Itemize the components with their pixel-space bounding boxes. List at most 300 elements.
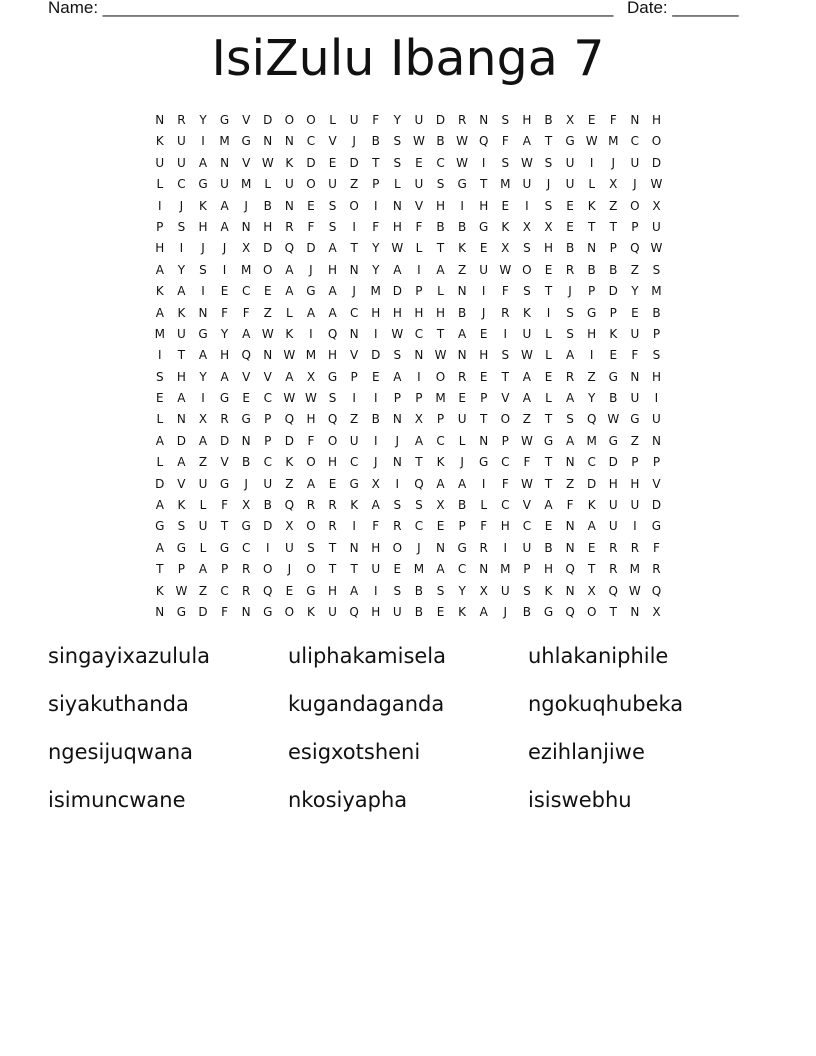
grid-letter: L	[437, 284, 444, 299]
grid-letter: H	[176, 369, 186, 384]
grid-letter: E	[263, 284, 272, 299]
grid-letter: K	[177, 498, 186, 513]
grid-row	[149, 131, 669, 152]
grid-letter: E	[544, 519, 553, 534]
grid-letter: N	[630, 113, 640, 127]
grid-letter: N	[155, 604, 165, 619]
grid-letter: D	[198, 604, 208, 619]
grid-letter: N	[457, 284, 467, 299]
grid-letter: V	[522, 498, 531, 513]
grid-letter: V	[242, 369, 251, 384]
word-list-item: nkosiyapha	[288, 788, 408, 812]
grid-letter: I	[222, 262, 227, 277]
grid-letter: C	[349, 455, 359, 470]
grid-letter: D	[349, 155, 359, 170]
grid-letter: W	[434, 348, 447, 363]
grid-letter: A	[458, 326, 467, 341]
grid-letter: U	[608, 519, 618, 534]
grid-letter: S	[393, 134, 402, 149]
grid-letter: E	[328, 155, 337, 170]
grid-letter: A	[328, 305, 337, 320]
grid-letter: F	[566, 498, 574, 513]
grid-letter: E	[587, 540, 596, 555]
grid-letter: N	[651, 433, 661, 448]
grid-letter: X	[565, 113, 575, 127]
grid-letter: S	[436, 583, 445, 598]
grid-letter: A	[414, 433, 424, 448]
grid-letter: Y	[372, 241, 380, 256]
grid-row	[149, 345, 669, 366]
grid-letter: H	[587, 326, 597, 341]
grid-letter: X	[285, 519, 294, 534]
grid-letter: M	[651, 284, 662, 299]
grid-letter: A	[198, 155, 208, 170]
grid-letter: W	[456, 155, 469, 170]
grid-letter: S	[523, 241, 531, 256]
grid-letter: I	[352, 219, 356, 234]
grid-letter: J	[222, 241, 227, 256]
grid-letter: E	[609, 348, 618, 363]
grid-letter: D	[176, 433, 187, 448]
grid-letter: H	[328, 583, 338, 598]
grid-letter: Q	[565, 562, 575, 577]
grid-letter: C	[220, 583, 229, 598]
grid-letter: E	[479, 241, 488, 256]
grid-letter: H	[543, 562, 553, 577]
grid-letter: Q	[586, 412, 597, 427]
grid-letter: J	[352, 284, 356, 299]
grid-row	[149, 538, 669, 559]
grid-letter: D	[155, 476, 165, 491]
grid-letter: F	[307, 433, 315, 448]
grid-letter: D	[651, 155, 662, 170]
grid-letter: A	[393, 262, 402, 277]
grid-letter: K	[587, 198, 596, 213]
grid-letter: U	[500, 583, 510, 598]
grid-letter: O	[306, 177, 316, 192]
grid-letter: H	[479, 348, 489, 363]
grid-letter: L	[264, 177, 272, 192]
grid-letter: U	[371, 562, 381, 577]
grid-letter: Q	[608, 583, 618, 598]
grid-letter: K	[544, 583, 553, 598]
grid-letter: Q	[327, 412, 338, 427]
grid-letter: D	[392, 284, 402, 299]
grid-letter: T	[177, 348, 186, 363]
grid-letter: U	[522, 177, 532, 192]
grid-letter: E	[566, 219, 574, 234]
grid-letter: G	[241, 519, 251, 534]
word-list	[48, 642, 768, 834]
grid-letter: O	[522, 262, 532, 277]
grid-letter: S	[307, 540, 315, 555]
grid-letter: R	[609, 540, 618, 555]
grid-letter: F	[609, 113, 617, 127]
grid-letter: T	[609, 219, 617, 234]
grid-letter: O	[306, 562, 316, 577]
name-field-label: Name: ______________________________________________________	[48, 0, 614, 17]
grid-letter: T	[480, 412, 488, 427]
grid-letter: X	[198, 412, 208, 427]
grid-letter: W	[499, 262, 512, 277]
grid-letter: B	[609, 391, 618, 406]
grid-letter: E	[631, 305, 639, 320]
grid-letter: P	[631, 219, 639, 234]
grid-letter: S	[328, 219, 337, 234]
grid-letter: K	[285, 455, 294, 470]
grid-letter: U	[414, 177, 424, 192]
grid-letter: J	[244, 476, 248, 491]
grid-letter: H	[479, 198, 489, 213]
grid-letter: N	[241, 604, 251, 619]
grid-letter: I	[503, 326, 508, 341]
grid-letter: W	[391, 326, 404, 341]
grid-letter: L	[393, 177, 401, 192]
grid-letter: P	[652, 326, 661, 341]
grid-letter: U	[652, 219, 661, 234]
grid-letter: J	[287, 562, 292, 577]
grid-letter: E	[328, 476, 337, 491]
grid-letter: Q	[327, 326, 338, 341]
grid-letter: N	[241, 433, 251, 448]
grid-letter: Y	[220, 326, 229, 341]
grid-letter: I	[309, 326, 313, 341]
grid-letter: C	[436, 433, 445, 448]
grid-letter: O	[630, 198, 640, 213]
grid-letter: U	[284, 540, 294, 555]
grid-letter: J	[352, 134, 356, 149]
grid-letter: A	[220, 198, 229, 213]
grid-letter: H	[414, 305, 424, 320]
grid-letter: A	[220, 219, 229, 234]
grid-letter: S	[393, 155, 402, 170]
grid-letter: K	[501, 219, 510, 234]
grid-letter: H	[392, 219, 402, 234]
grid-letter: I	[179, 241, 184, 256]
grid-letter: F	[372, 519, 380, 534]
grid-letter: C	[436, 155, 445, 170]
grid-letter: R	[393, 519, 402, 534]
grid-letter: T	[436, 326, 445, 341]
grid-row	[149, 110, 669, 131]
grid-letter: N	[349, 326, 359, 341]
grid-letter: M	[608, 134, 619, 149]
grid-letter: C	[501, 498, 510, 513]
grid-letter: G	[457, 177, 467, 192]
grid-letter: O	[263, 562, 273, 577]
grid-letter: A	[198, 348, 208, 363]
grid-letter: G	[219, 540, 230, 555]
grid-letter: M	[629, 562, 641, 577]
grid-letter: P	[156, 219, 164, 234]
grid-letter: U	[652, 412, 661, 427]
grid-letter: N	[565, 540, 575, 555]
grid-letter: I	[417, 369, 421, 384]
word-list-item: kugandaganda	[288, 692, 445, 716]
grid-letter: B	[371, 134, 380, 149]
grid-letter: A	[436, 562, 445, 577]
grid-letter: N	[479, 113, 489, 127]
grid-letter: D	[435, 113, 446, 127]
grid-letter: W	[585, 134, 598, 149]
grid-letter: D	[651, 498, 662, 513]
grid-letter: S	[328, 391, 337, 406]
grid-letter: Z	[630, 262, 639, 277]
grid-row	[149, 581, 669, 602]
grid-letter: B	[544, 113, 553, 127]
grid-letter: Q	[284, 412, 295, 427]
grid-letter: N	[155, 113, 165, 127]
grid-letter: U	[220, 177, 229, 192]
grid-letter: T	[372, 155, 380, 170]
grid-letter: P	[350, 369, 358, 384]
grid-letter: U	[392, 604, 402, 619]
grid-letter: H	[500, 519, 510, 534]
grid-letter: N	[284, 198, 294, 213]
grid-letter: T	[415, 455, 423, 470]
grid-letter: A	[177, 391, 186, 406]
grid-letter: S	[566, 305, 574, 320]
grid-letter: J	[373, 455, 378, 470]
grid-letter: V	[414, 198, 424, 213]
grid-letter: N	[392, 455, 402, 470]
grid-letter: N	[263, 134, 273, 149]
grid-letter: F	[523, 455, 531, 470]
grid-letter: R	[630, 540, 640, 555]
grid-letter: D	[608, 284, 618, 299]
grid-letter: U	[263, 476, 273, 491]
grid-letter: K	[458, 604, 467, 619]
grid-letter: A	[587, 519, 596, 534]
grid-letter: V	[242, 155, 251, 170]
grid-letter: V	[350, 348, 359, 363]
grid-letter: A	[285, 284, 294, 299]
grid-letter: I	[481, 476, 486, 491]
grid-letter: J	[546, 177, 551, 192]
grid-letter: Z	[350, 412, 359, 427]
grid-letter: Q	[478, 134, 489, 149]
grid-letter: N	[565, 583, 575, 598]
word-list-item: isimuncwane	[48, 788, 186, 812]
grid-letter: P	[264, 433, 272, 448]
grid-letter: E	[415, 155, 423, 170]
grid-letter: E	[220, 284, 229, 299]
grid-letter: N	[587, 241, 597, 256]
grid-letter: G	[630, 412, 640, 427]
grid-letter: S	[501, 348, 510, 363]
grid-letter: M	[370, 284, 381, 299]
grid-letter: V	[652, 476, 661, 491]
grid-letter: J	[633, 177, 637, 192]
grid-letter: A	[177, 455, 186, 470]
grid-letter: I	[417, 262, 421, 277]
grid-letter: P	[652, 455, 661, 470]
grid-letter: M	[305, 348, 317, 363]
grid-letter: F	[372, 113, 380, 127]
grid-letter: S	[501, 155, 510, 170]
grid-row	[149, 196, 669, 217]
grid-letter: N	[630, 604, 640, 619]
word-list-item: siyakuthanda	[48, 692, 189, 716]
grid-letter: D	[263, 113, 273, 127]
grid-letter: K	[285, 326, 294, 341]
grid-letter: I	[589, 155, 594, 170]
grid-letter: C	[630, 134, 640, 149]
grid-letter: J	[460, 455, 464, 470]
grid-letter: G	[306, 284, 316, 299]
grid-row	[149, 474, 669, 495]
grid-letter: I	[373, 583, 378, 598]
grid-letter: S	[523, 284, 531, 299]
grid-letter: T	[328, 562, 337, 577]
grid-letter: O	[435, 369, 446, 384]
grid-letter: G	[198, 177, 208, 192]
grid-letter: M	[413, 562, 425, 577]
grid-letter: G	[608, 433, 618, 448]
word-list-item: isiswebhu	[528, 788, 632, 812]
grid-letter: M	[154, 326, 165, 341]
grid-letter: P	[501, 433, 509, 448]
grid-letter: I	[633, 519, 637, 534]
grid-letter: B	[414, 604, 424, 619]
grid-letter: I	[654, 391, 659, 406]
grid-letter: W	[650, 241, 663, 256]
grid-letter: G	[155, 519, 165, 534]
grid-letter: Q	[414, 476, 424, 491]
grid-letter: Y	[588, 391, 596, 406]
grid-letter: S	[544, 155, 553, 170]
grid-letter: U	[608, 498, 618, 513]
grid-letter: Y	[393, 113, 401, 127]
grid-letter: T	[544, 284, 553, 299]
grid-letter: R	[457, 369, 467, 384]
grid-letter: P	[631, 455, 639, 470]
grid-letter: X	[414, 412, 424, 427]
grid-letter: G	[543, 604, 554, 619]
grid-letter: A	[522, 369, 531, 384]
grid-letter: I	[373, 391, 378, 406]
grid-letter: X	[306, 369, 316, 384]
grid-letter: B	[652, 305, 661, 320]
grid-letter: H	[220, 348, 230, 363]
grid-letter: A	[458, 476, 467, 491]
grid-letter: E	[479, 326, 488, 341]
grid-letter: D	[219, 433, 230, 448]
grid-letter: U	[176, 155, 186, 170]
grid-letter: Q	[349, 604, 359, 619]
grid-letter: H	[328, 262, 338, 277]
grid-letter: G	[241, 134, 251, 149]
grid-letter: V	[501, 391, 510, 406]
grid-letter: M	[219, 134, 230, 149]
grid-letter: W	[283, 348, 296, 363]
grid-letter: U	[328, 177, 337, 192]
grid-letter: D	[587, 476, 597, 491]
grid-letter: W	[261, 326, 274, 341]
grid-letter: G	[479, 455, 489, 470]
grid-letter: T	[350, 562, 358, 577]
grid-letter: X	[587, 583, 596, 598]
grid-letter: S	[199, 262, 207, 277]
grid-letter: J	[179, 198, 184, 213]
grid-letter: F	[631, 348, 639, 363]
grid-letter: S	[436, 177, 445, 192]
grid-letter: Z	[522, 412, 531, 427]
grid-letter: I	[373, 198, 378, 213]
grid-letter: B	[263, 198, 272, 213]
grid-letter: S	[393, 498, 402, 513]
grid-letter: U	[198, 476, 208, 491]
grid-letter: L	[286, 305, 293, 320]
grid-letter: N	[284, 134, 294, 149]
grid-letter: A	[350, 583, 359, 598]
grid-letter: W	[175, 583, 188, 598]
grid-row	[149, 238, 669, 259]
grid-letter: K	[155, 134, 164, 149]
grid-letter: Y	[199, 113, 207, 127]
grid-letter: H	[630, 476, 640, 491]
grid-letter: U	[328, 604, 337, 619]
grid-letter: D	[306, 155, 316, 170]
grid-row	[149, 452, 669, 473]
grid-letter: B	[371, 412, 380, 427]
grid-letter: D	[306, 241, 316, 256]
grid-letter: G	[543, 433, 554, 448]
grid-letter: W	[607, 412, 620, 427]
grid-letter: K	[436, 455, 445, 470]
grid-letter: H	[328, 348, 338, 363]
date-field-label: Date: _______	[627, 0, 739, 17]
grid-letter: A	[306, 305, 316, 320]
grid-letter: O	[263, 262, 273, 277]
grid-letter: T	[156, 562, 164, 577]
grid-letter: S	[328, 198, 337, 213]
grid-letter: O	[284, 604, 295, 619]
grid-letter: B	[544, 540, 553, 555]
grid-letter: S	[544, 198, 553, 213]
grid-letter: X	[371, 476, 380, 491]
grid-letter: U	[630, 498, 640, 513]
grid-letter: N	[436, 540, 445, 555]
grid-letter: F	[221, 305, 229, 320]
grid-letter: E	[458, 391, 466, 406]
grid-letter: B	[457, 498, 467, 513]
word-list-item: ngokuqhubeka	[528, 692, 684, 716]
grid-letter: R	[565, 262, 575, 277]
grid-letter: A	[155, 433, 164, 448]
grid-letter: X	[436, 498, 445, 513]
grid-letter: H	[522, 113, 532, 127]
word-list-item: singayixazulula	[48, 644, 211, 668]
grid-letter: P	[588, 284, 596, 299]
grid-letter: A	[565, 433, 575, 448]
grid-row	[149, 324, 669, 345]
grid-letter: U	[414, 113, 424, 127]
grid-letter: M	[586, 433, 597, 448]
grid-letter: I	[373, 326, 378, 341]
grid-letter: Q	[241, 348, 251, 363]
grid-letter: P	[458, 519, 466, 534]
grid-letter: A	[522, 391, 531, 406]
grid-letter: G	[651, 519, 662, 534]
grid-letter: A	[436, 262, 445, 277]
grid-letter: G	[349, 476, 359, 491]
grid-row	[149, 602, 669, 623]
grid-row	[149, 217, 669, 238]
grid-letter: Q	[263, 583, 273, 598]
grid-row	[149, 303, 669, 324]
grid-letter: G	[327, 369, 338, 384]
